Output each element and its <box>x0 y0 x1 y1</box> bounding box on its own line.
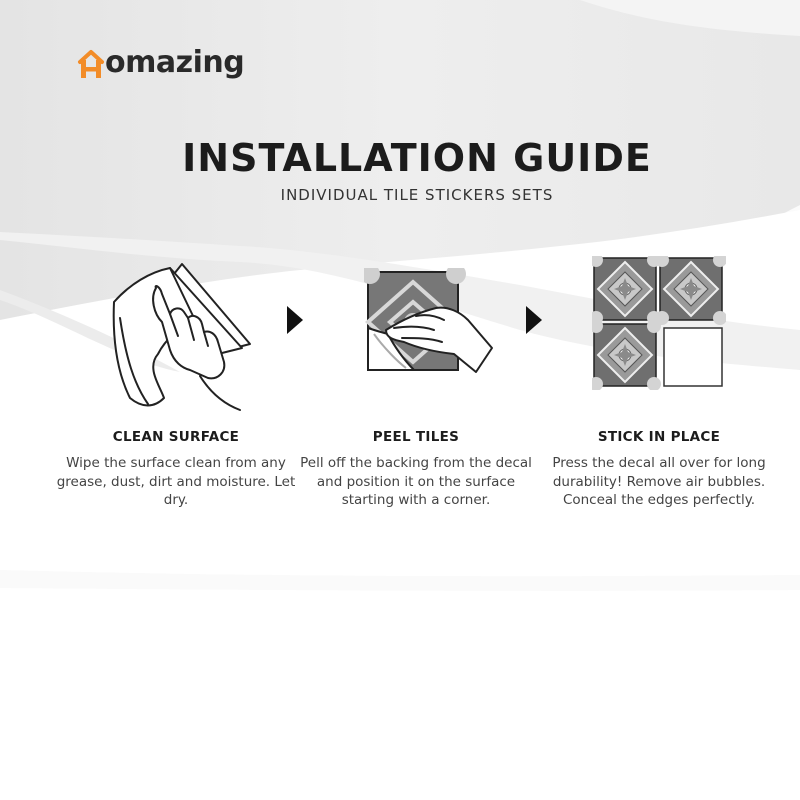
step-description-stick-in-place: Press the decal all over for long durability! Remove air bubbles. Conceal the edges perfectly. <box>552 455 766 508</box>
step-title-stick-in-place: STICK IN PLACE <box>597 429 721 445</box>
page-subtitle: INDIVIDUAL TILE STICKERS SETS <box>280 186 554 204</box>
page-title: INSTALLATION GUIDE <box>182 136 652 180</box>
tile-grid-icon <box>592 256 726 390</box>
step-description-peel-tiles: Pell off the backing from the decal and position it on the surface starting with a corner. <box>300 455 532 508</box>
brand-logo <box>76 46 244 80</box>
peel-tile-hand-icon <box>364 268 496 378</box>
wipe-cloth-hand-icon <box>100 258 260 414</box>
step-title-peel-tiles: PEEL TILES <box>372 429 460 445</box>
house-h-logo-icon <box>76 46 106 80</box>
triangle-right-icon <box>287 306 303 334</box>
brand-name: omazing <box>105 45 245 80</box>
triangle-right-icon <box>526 306 542 334</box>
step-description-clean-surface: Wipe the surface clean from any grease, dust, dirt and moisture. Let dry. <box>56 455 296 508</box>
step-title-clean-surface: CLEAN SURFACE <box>112 429 240 445</box>
